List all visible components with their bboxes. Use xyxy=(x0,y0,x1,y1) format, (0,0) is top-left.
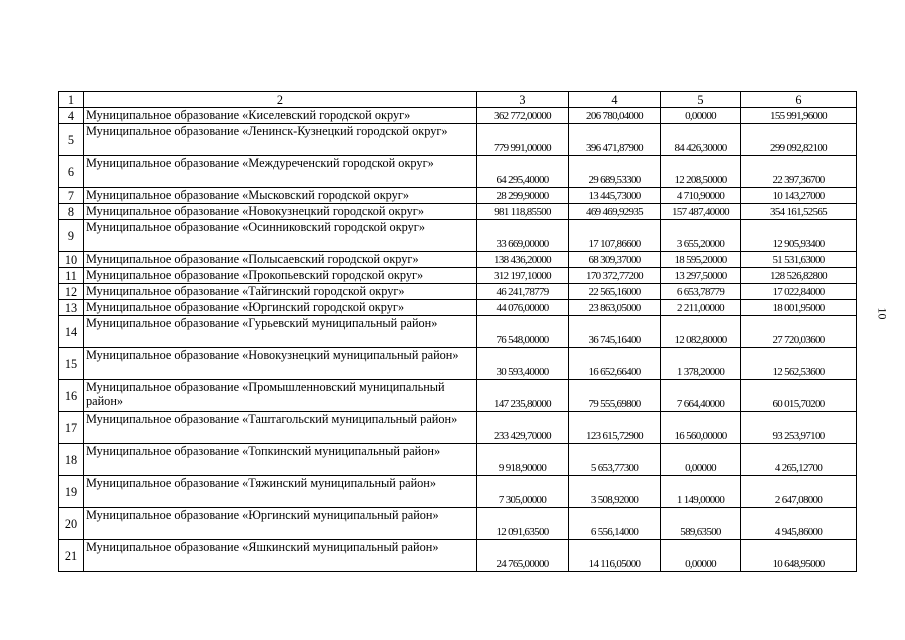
table-row xyxy=(59,252,857,268)
row-number-cell: 11 xyxy=(59,268,84,284)
municipality-name-cell: Муниципальное образование «Тайгинский городской округ» xyxy=(84,284,477,300)
table-header-row xyxy=(59,92,857,108)
header-cell-2: 2 xyxy=(84,92,477,108)
row-number-cell: 9 xyxy=(59,220,84,252)
table-row xyxy=(59,156,857,188)
column-6-value-cell: 155 991,96000 xyxy=(741,108,857,124)
row-number-cell: 12 xyxy=(59,284,84,300)
column-5-value-cell: 0,00000 xyxy=(661,444,741,476)
row-number-cell: 21 xyxy=(59,540,84,572)
column-5-value-cell: 18 595,20000 xyxy=(661,252,741,268)
table-row xyxy=(59,540,857,572)
column-4-value-cell: 68 309,37000 xyxy=(569,252,661,268)
row-number-cell: 7 xyxy=(59,188,84,204)
row-number-cell: 15 xyxy=(59,348,84,380)
table-row xyxy=(59,188,857,204)
municipality-name-cell: Муниципальное образование «Юргинский муниципальный район» xyxy=(84,508,477,540)
column-5-value-cell: 13 297,50000 xyxy=(661,268,741,284)
column-4-value-cell: 13 445,73000 xyxy=(569,188,661,204)
table-row xyxy=(59,300,857,316)
column-5-value-cell: 84 426,30000 xyxy=(661,124,741,156)
municipality-name-cell: Муниципальное образование «Осинниковский городской округ» xyxy=(84,220,477,252)
column-4-value-cell: 123 615,72900 xyxy=(569,412,661,444)
table-row xyxy=(59,204,857,220)
column-5-value-cell: 157 487,40000 xyxy=(661,204,741,220)
column-4-value-cell: 23 863,05000 xyxy=(569,300,661,316)
table-row xyxy=(59,476,857,508)
municipality-name-cell: Муниципальное образование «Новокузнецкий городской округ» xyxy=(84,204,477,220)
column-4-value-cell: 22 565,16000 xyxy=(569,284,661,300)
row-number-cell: 4 xyxy=(59,108,84,124)
row-number-cell: 10 xyxy=(59,252,84,268)
column-6-value-cell: 17 022,84000 xyxy=(741,284,857,300)
column-3-value-cell: 12 091,63500 xyxy=(477,508,569,540)
table-row xyxy=(59,508,857,540)
header-cell-3: 3 xyxy=(477,92,569,108)
column-6-value-cell: 60 015,70200 xyxy=(741,380,857,412)
column-3-value-cell: 233 429,70000 xyxy=(477,412,569,444)
column-4-value-cell: 170 372,77200 xyxy=(569,268,661,284)
header-cell-6: 6 xyxy=(741,92,857,108)
column-6-value-cell: 10 143,27000 xyxy=(741,188,857,204)
municipality-name-cell: Муниципальное образование «Топкинский муниципальный район» xyxy=(84,444,477,476)
page-number: 10 xyxy=(875,307,890,320)
column-5-value-cell: 0,00000 xyxy=(661,540,741,572)
column-3-value-cell: 28 299,90000 xyxy=(477,188,569,204)
column-6-value-cell: 4 265,12700 xyxy=(741,444,857,476)
column-4-value-cell: 14 116,05000 xyxy=(569,540,661,572)
municipality-name-cell: Муниципальное образование «Новокузнецкий муниципальный район» xyxy=(84,348,477,380)
column-3-value-cell: 30 593,40000 xyxy=(477,348,569,380)
column-5-value-cell: 0,00000 xyxy=(661,108,741,124)
column-4-value-cell: 16 652,66400 xyxy=(569,348,661,380)
table-row xyxy=(59,268,857,284)
table-row xyxy=(59,348,857,380)
column-5-value-cell: 3 655,20000 xyxy=(661,220,741,252)
column-5-value-cell: 1 149,00000 xyxy=(661,476,741,508)
table-row xyxy=(59,412,857,444)
column-3-value-cell: 64 295,40000 xyxy=(477,156,569,188)
row-number-cell: 8 xyxy=(59,204,84,220)
municipality-name-cell: Муниципальное образование «Прокопьевский городской округ» xyxy=(84,268,477,284)
table-row xyxy=(59,380,857,412)
column-5-value-cell: 12 082,80000 xyxy=(661,316,741,348)
column-5-value-cell: 12 208,50000 xyxy=(661,156,741,188)
row-number-cell: 16 xyxy=(59,380,84,412)
municipality-name-cell: Муниципальное образование «Юргинский городской округ» xyxy=(84,300,477,316)
column-5-value-cell: 589,63500 xyxy=(661,508,741,540)
column-3-value-cell: 312 197,10000 xyxy=(477,268,569,284)
municipality-name-cell: Муниципальное образование «Ленинск-Кузнецкий городской округ» xyxy=(84,124,477,156)
table-row xyxy=(59,124,857,156)
row-number-cell: 18 xyxy=(59,444,84,476)
table-row xyxy=(59,108,857,124)
row-number-cell: 13 xyxy=(59,300,84,316)
column-4-value-cell: 79 555,69800 xyxy=(569,380,661,412)
row-number-cell: 6 xyxy=(59,156,84,188)
column-6-value-cell: 10 648,95000 xyxy=(741,540,857,572)
municipality-name-cell: Муниципальное образование «Киселевский городской округ» xyxy=(84,108,477,124)
column-6-value-cell: 22 397,36700 xyxy=(741,156,857,188)
header-cell-4: 4 xyxy=(569,92,661,108)
column-6-value-cell: 93 253,97100 xyxy=(741,412,857,444)
budget-table xyxy=(58,91,857,572)
column-5-value-cell: 6 653,78779 xyxy=(661,284,741,300)
column-4-value-cell: 29 689,53300 xyxy=(569,156,661,188)
column-5-value-cell: 4 710,90000 xyxy=(661,188,741,204)
column-6-value-cell: 27 720,03600 xyxy=(741,316,857,348)
column-3-value-cell: 779 991,00000 xyxy=(477,124,569,156)
column-3-value-cell: 46 241,78779 xyxy=(477,284,569,300)
column-4-value-cell: 36 745,16400 xyxy=(569,316,661,348)
municipality-name-cell: Муниципальное образование «Таштагольский муниципальный район» xyxy=(84,412,477,444)
column-3-value-cell: 9 918,90000 xyxy=(477,444,569,476)
table-row xyxy=(59,284,857,300)
column-3-value-cell: 138 436,20000 xyxy=(477,252,569,268)
column-6-value-cell: 354 161,52565 xyxy=(741,204,857,220)
column-3-value-cell: 7 305,00000 xyxy=(477,476,569,508)
header-cell-5: 5 xyxy=(661,92,741,108)
table-body xyxy=(59,92,857,572)
column-3-value-cell: 24 765,00000 xyxy=(477,540,569,572)
table-row xyxy=(59,444,857,476)
row-number-cell: 5 xyxy=(59,124,84,156)
column-6-value-cell: 18 001,95000 xyxy=(741,300,857,316)
table-row xyxy=(59,316,857,348)
column-3-value-cell: 33 669,00000 xyxy=(477,220,569,252)
column-5-value-cell: 7 664,40000 xyxy=(661,380,741,412)
column-4-value-cell: 206 780,04000 xyxy=(569,108,661,124)
column-3-value-cell: 981 118,85500 xyxy=(477,204,569,220)
row-number-cell: 14 xyxy=(59,316,84,348)
column-4-value-cell: 17 107,86600 xyxy=(569,220,661,252)
municipality-name-cell: Муниципальное образование «Яшкинский муниципальный район» xyxy=(84,540,477,572)
municipality-name-cell: Муниципальное образование «Полысаевский городской округ» xyxy=(84,252,477,268)
column-6-value-cell: 299 092,82100 xyxy=(741,124,857,156)
column-6-value-cell: 12 562,53600 xyxy=(741,348,857,380)
municipality-name-cell: Муниципальное образование «Междуреченский городской округ» xyxy=(84,156,477,188)
column-3-value-cell: 76 548,00000 xyxy=(477,316,569,348)
column-4-value-cell: 5 653,77300 xyxy=(569,444,661,476)
municipality-name-cell: Муниципальное образование «Промышленновский муниципальный район» xyxy=(84,380,477,412)
column-6-value-cell: 12 905,93400 xyxy=(741,220,857,252)
column-5-value-cell: 2 211,00000 xyxy=(661,300,741,316)
row-number-cell: 17 xyxy=(59,412,84,444)
header-cell-1: 1 xyxy=(59,92,84,108)
municipality-name-cell: Муниципальное образование «Тяжинский муниципальный район» xyxy=(84,476,477,508)
column-6-value-cell: 128 526,82800 xyxy=(741,268,857,284)
column-4-value-cell: 3 508,92000 xyxy=(569,476,661,508)
column-6-value-cell: 4 945,86000 xyxy=(741,508,857,540)
column-3-value-cell: 147 235,80000 xyxy=(477,380,569,412)
row-number-cell: 20 xyxy=(59,508,84,540)
column-5-value-cell: 1 378,20000 xyxy=(661,348,741,380)
municipality-name-cell: Муниципальное образование «Мысковский городской округ» xyxy=(84,188,477,204)
column-4-value-cell: 6 556,14000 xyxy=(569,508,661,540)
column-6-value-cell: 2 647,08000 xyxy=(741,476,857,508)
column-5-value-cell: 16 560,00000 xyxy=(661,412,741,444)
column-6-value-cell: 51 531,63000 xyxy=(741,252,857,268)
table-row xyxy=(59,220,857,252)
column-3-value-cell: 362 772,00000 xyxy=(477,108,569,124)
row-number-cell: 19 xyxy=(59,476,84,508)
column-4-value-cell: 469 469,92935 xyxy=(569,204,661,220)
column-3-value-cell: 44 076,00000 xyxy=(477,300,569,316)
column-4-value-cell: 396 471,87900 xyxy=(569,124,661,156)
municipality-name-cell: Муниципальное образование «Гурьевский муниципальный район» xyxy=(84,316,477,348)
